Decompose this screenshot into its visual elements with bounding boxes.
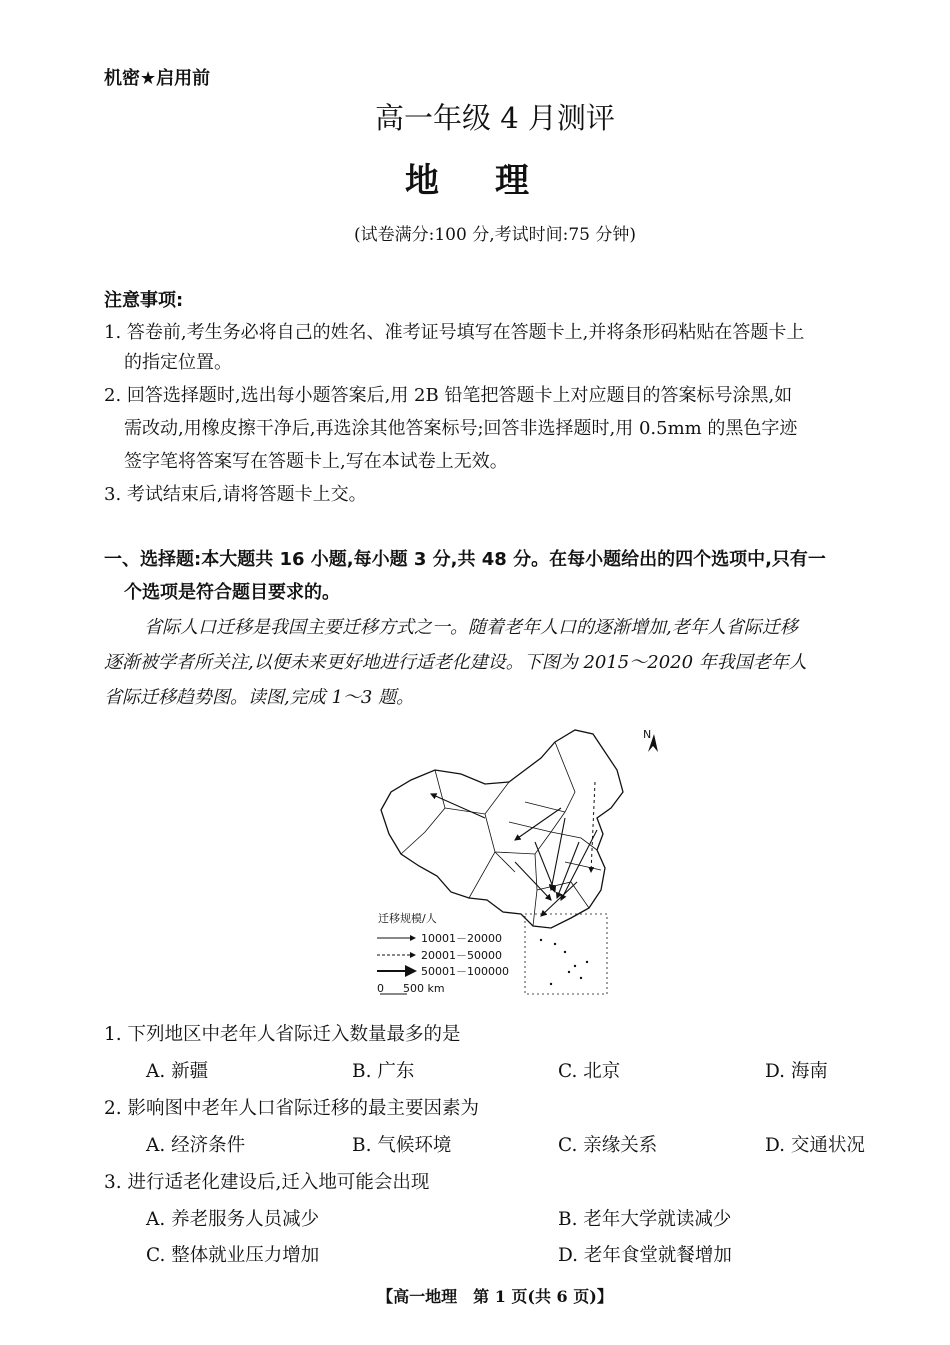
question-option: A. 新疆 [146, 1061, 209, 1082]
subject-title: 地理 [405, 161, 585, 201]
migration-map [365, 722, 665, 1012]
north-label: N [643, 728, 652, 741]
question-option: B. 气候环境 [352, 1135, 452, 1156]
notice-line: 2. 回答选择题时,选出每小题答案后,用 2B 铅笔把答题卡上对应题目的答案标号涂黑,如 [104, 385, 793, 406]
passage-line: 省际人口迁移是我国主要迁移方式之一。随着老年人口的逐渐增加,老年人省际迁移 [144, 617, 798, 638]
notice-line: 需改动,用橡皮擦干净后,再选涂其他答案标号;回答非选择题时,用 0.5mm 的黑色字迹 [124, 418, 798, 439]
migration-flow-dashed [591, 782, 595, 872]
south-sea-islands [540, 939, 588, 985]
legend-item: 10001－20000 [421, 932, 502, 945]
question-option: B. 广东 [352, 1061, 415, 1082]
question-stem: 1. 下列地区中老年人省际迁入数量最多的是 [104, 1024, 461, 1045]
section-heading: 一、选择题:本大题共 16 小题,每小题 3 分,共 48 分。在每小题给出的四个选项中,只有一 [104, 549, 826, 570]
question-option: D. 老年食堂就餐增加 [558, 1245, 732, 1266]
passage-line: 省际迁移趋势图。读图,完成 1～3 题。 [104, 687, 415, 708]
legend-item: 20001－50000 [421, 949, 502, 962]
notice-line: 的指定位置。 [124, 352, 232, 373]
passage-line: 逐渐被学者所关注,以便未来更好地进行适老化建设。下图为 2015～2020 年我国老年人 [104, 652, 807, 673]
scale-label: 500 km [403, 982, 445, 995]
question-option: D. 海南 [765, 1061, 828, 1082]
notice-line: 1. 答卷前,考生务必将自己的姓名、准考证号填写在答题卡上,并将条形码粘贴在答题卡上 [104, 322, 805, 343]
exam-meta: (试卷满分:100 分,考试时间:75 分钟) [353, 225, 636, 245]
notice-heading: 注意事项: [104, 290, 184, 311]
question-option: A. 养老服务人员减少 [146, 1209, 320, 1230]
notice-line: 签字笔将答案写在答题卡上,写在本试卷上无效。 [124, 451, 508, 472]
question-option: C. 整体就业压力增加 [146, 1245, 320, 1266]
china-outline [381, 730, 623, 928]
question-option: B. 老年大学就读减少 [558, 1209, 732, 1230]
scale-zero: 0 [377, 982, 384, 995]
question-option: C. 北京 [558, 1061, 621, 1082]
page-footer: 【高一地理 第 1 页(共 6 页)】 [377, 1287, 613, 1306]
question-option: C. 亲缘关系 [558, 1135, 658, 1156]
province-borders [401, 742, 601, 926]
migration-flows [431, 794, 597, 916]
notice-line: 3. 考试结束后,请将答题卡上交。 [104, 484, 367, 505]
question-stem: 3. 进行适老化建设后,迁入地可能会出现 [104, 1172, 430, 1193]
section-heading-cont: 个选项是符合题目要求的。 [124, 582, 340, 603]
question-option: A. 经济条件 [146, 1135, 246, 1156]
legend-title: 迁移规模/人 [378, 912, 437, 925]
legend-item: 50001－100000 [421, 965, 509, 978]
confidential-label: 机密★启用前 [104, 68, 211, 89]
exam-title: 高一年级 4 月测评 [375, 101, 615, 135]
question-stem: 2. 影响图中老年人口省际迁移的最主要因素为 [104, 1098, 480, 1119]
question-option: D. 交通状况 [765, 1135, 865, 1156]
